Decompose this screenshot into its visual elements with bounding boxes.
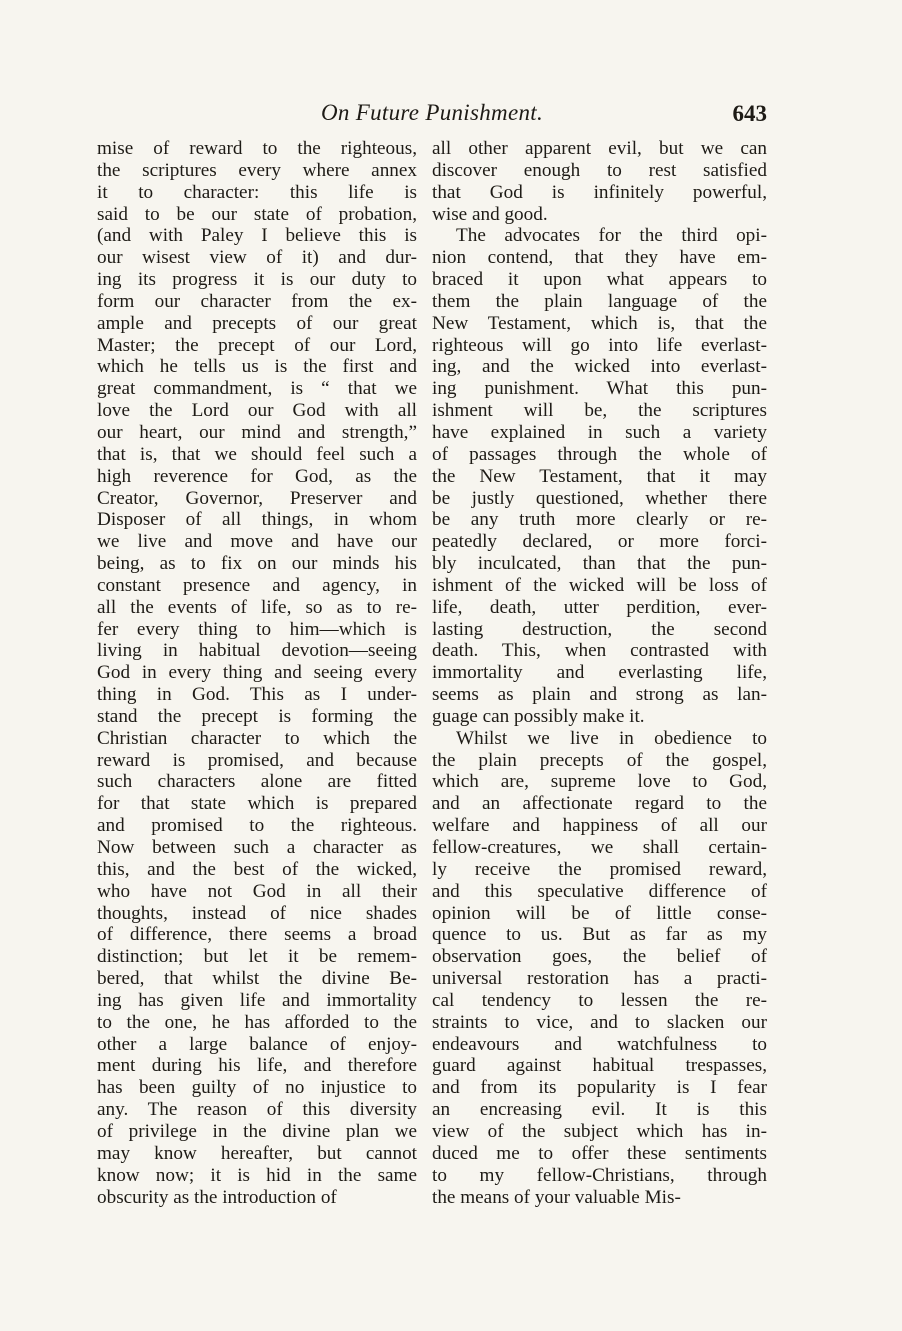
text-line: ment during his life, and therefore [97,1055,417,1077]
text-line: our heart, our mind and strength,” [97,421,417,443]
text-line: and an affectionate regard to the [432,793,767,815]
text-line: ing has given life and immortality [97,989,417,1011]
text-line: discover enough to rest satisfied [432,159,767,181]
text-line: the means of your valuable Mis- [432,1186,681,1208]
text-line: lasting destruction, the second [432,618,767,640]
text-line: of privilege in the divine plan we [97,1120,417,1142]
text-line: God in every thing and seeing every [97,662,417,684]
text-line: said to be our state of probation, [97,203,417,225]
text-line: ing punishment. What this pun- [432,378,767,400]
text-line: death. This, when contrasted with [432,640,767,662]
text-line: high reverence for God, as the [97,465,417,487]
text-line: stand the precept is forming the [97,705,417,727]
text-line: straints to vice, and to slacken our [432,1011,767,1033]
text-line: and this speculative difference of [432,880,767,902]
text-line: righteous will go into life everlast- [432,334,767,356]
text-line: welfare and happiness of all our [432,815,767,837]
text-line: universal restoration has a practi- [432,968,767,990]
text-line: bered, that whilst the divine Be- [97,968,417,990]
text-line: thoughts, instead of nice shades [97,902,417,924]
text-line: Creator, Governor, Preserver and [97,487,417,509]
text-line: all the events of life, so as to re- [97,596,417,618]
right-text-column [432,138,767,1208]
text-line: view of the subject which has in- [432,1120,767,1142]
text-line: and promised to the righteous. [97,815,417,837]
text-line: love the Lord our God with all [97,400,417,422]
text-line: guard against habitual trespasses, [432,1055,767,1077]
text-line: cal tendency to lessen the re- [432,989,767,1011]
text-line: constant presence and agency, in [97,574,417,596]
text-line: quence to us. But as far as my [432,924,767,946]
running-head [97,100,767,130]
text-line: fer every thing to him—which is [97,618,417,640]
text-line: ishment will be, the scriptures [432,400,767,422]
text-line: which are, supreme love to God, [432,771,767,793]
text-line: has been guilty of no injustice to [97,1077,417,1099]
text-line: life, death, utter perdition, ever- [432,596,767,618]
text-line: any. The reason of this diversity [97,1099,417,1121]
text-line: that God is infinitely powerful, [432,181,767,203]
text-line: opinion will be of little conse- [432,902,767,924]
text-line: them the plain language of the [432,290,767,312]
text-line: wise and good. [432,203,548,225]
text-line: form our character from the ex- [97,290,417,312]
text-line: an encreasing evil. It is this [432,1099,767,1121]
text-line: the New Testament, that it may [432,465,767,487]
text-line: all other apparent evil, but we can [432,138,767,159]
text-line: who have not God in all their [97,880,417,902]
text-line: Disposer of all things, in whom [97,509,417,531]
text-line: that is, that we should feel such a [97,443,417,465]
text-line: guage can possibly make it. [432,705,645,727]
text-line: bly inculcated, than that the pun- [432,553,767,575]
text-line: (and with Paley I believe this is [97,225,417,247]
text-line: living in habitual devotion—seeing [97,640,417,662]
text-line: which he tells us is the first and [97,356,417,378]
text-line: The advocates for the third opi- [456,225,767,247]
text-line: nion contend, that they have em- [432,247,767,269]
text-line: peatedly declared, or more forci- [432,531,767,553]
text-line: this, and the best of the wicked, [97,858,417,880]
left-text-column [97,138,417,1208]
text-line: ample and precepts of our great [97,312,417,334]
text-line: Now between such a character as [97,837,417,858]
text-line: distinction; but let it be remem- [97,946,417,968]
text-line: Master; the precept of our Lord, [97,334,417,356]
text-line: ly receive the promised reward, [432,858,767,880]
text-line: being, as to fix on our minds his [97,553,417,575]
page-number: 643 [732,101,767,126]
text-line: and from its popularity is I fear [432,1077,767,1099]
text-line: of difference, there seems a broad [97,924,417,946]
text-line: seems as plain and strong as lan- [432,684,767,706]
text-line: fellow-creatures, we shall certain- [432,837,767,858]
text-line: the plain precepts of the gospel, [432,749,767,771]
text-line: have explained in such a variety [432,421,767,443]
text-line: observation goes, the belief of [432,946,767,968]
text-line: for that state which is prepared [97,793,417,815]
text-line: thing in God. This as I under- [97,684,417,706]
text-line: the scriptures every where annex [97,159,417,181]
running-title: On Future Punishment. [320,100,543,125]
text-line: to my fellow-Christians, through [432,1164,767,1186]
text-line: New Testament, which is, that the [432,312,767,334]
text-line: we live and move and have our [97,531,417,553]
text-line: other a large balance of enjoy- [97,1033,417,1055]
text-line: to the one, he has afforded to the [97,1011,417,1033]
text-line: Whilst we live in obedience to [456,727,767,749]
text-line: our wisest view of it) and dur- [97,247,417,269]
text-line: mise of reward to the righteous, [97,138,417,159]
text-line: such characters alone are fitted [97,771,417,793]
text-line: reward is promised, and because [97,749,417,771]
text-line: know now; it is hid in the same [97,1164,417,1186]
text-line: obscurity as the introduction of [97,1186,337,1208]
text-line: duced me to offer these sentiments [432,1142,767,1164]
text-line: of passages through the whole of [432,443,767,465]
text-line: great commandment, is “ that we [97,378,417,400]
text-line: it to character: this life is [97,181,417,203]
text-line: be any truth more clearly or re- [432,509,767,531]
text-line: ishment of the wicked will be loss of [432,574,767,596]
text-line: ing, and the wicked into everlast- [432,356,767,378]
text-line: may know hereafter, but cannot [97,1142,417,1164]
text-line: endeavours and watchfulness to [432,1033,767,1055]
text-line: braced it upon what appears to [432,269,767,291]
text-line: immortality and everlasting life, [432,662,767,684]
text-line: ing its progress it is our duty to [97,269,417,291]
text-line: Christian character to which the [97,727,417,749]
text-line: be justly questioned, whether there [432,487,767,509]
